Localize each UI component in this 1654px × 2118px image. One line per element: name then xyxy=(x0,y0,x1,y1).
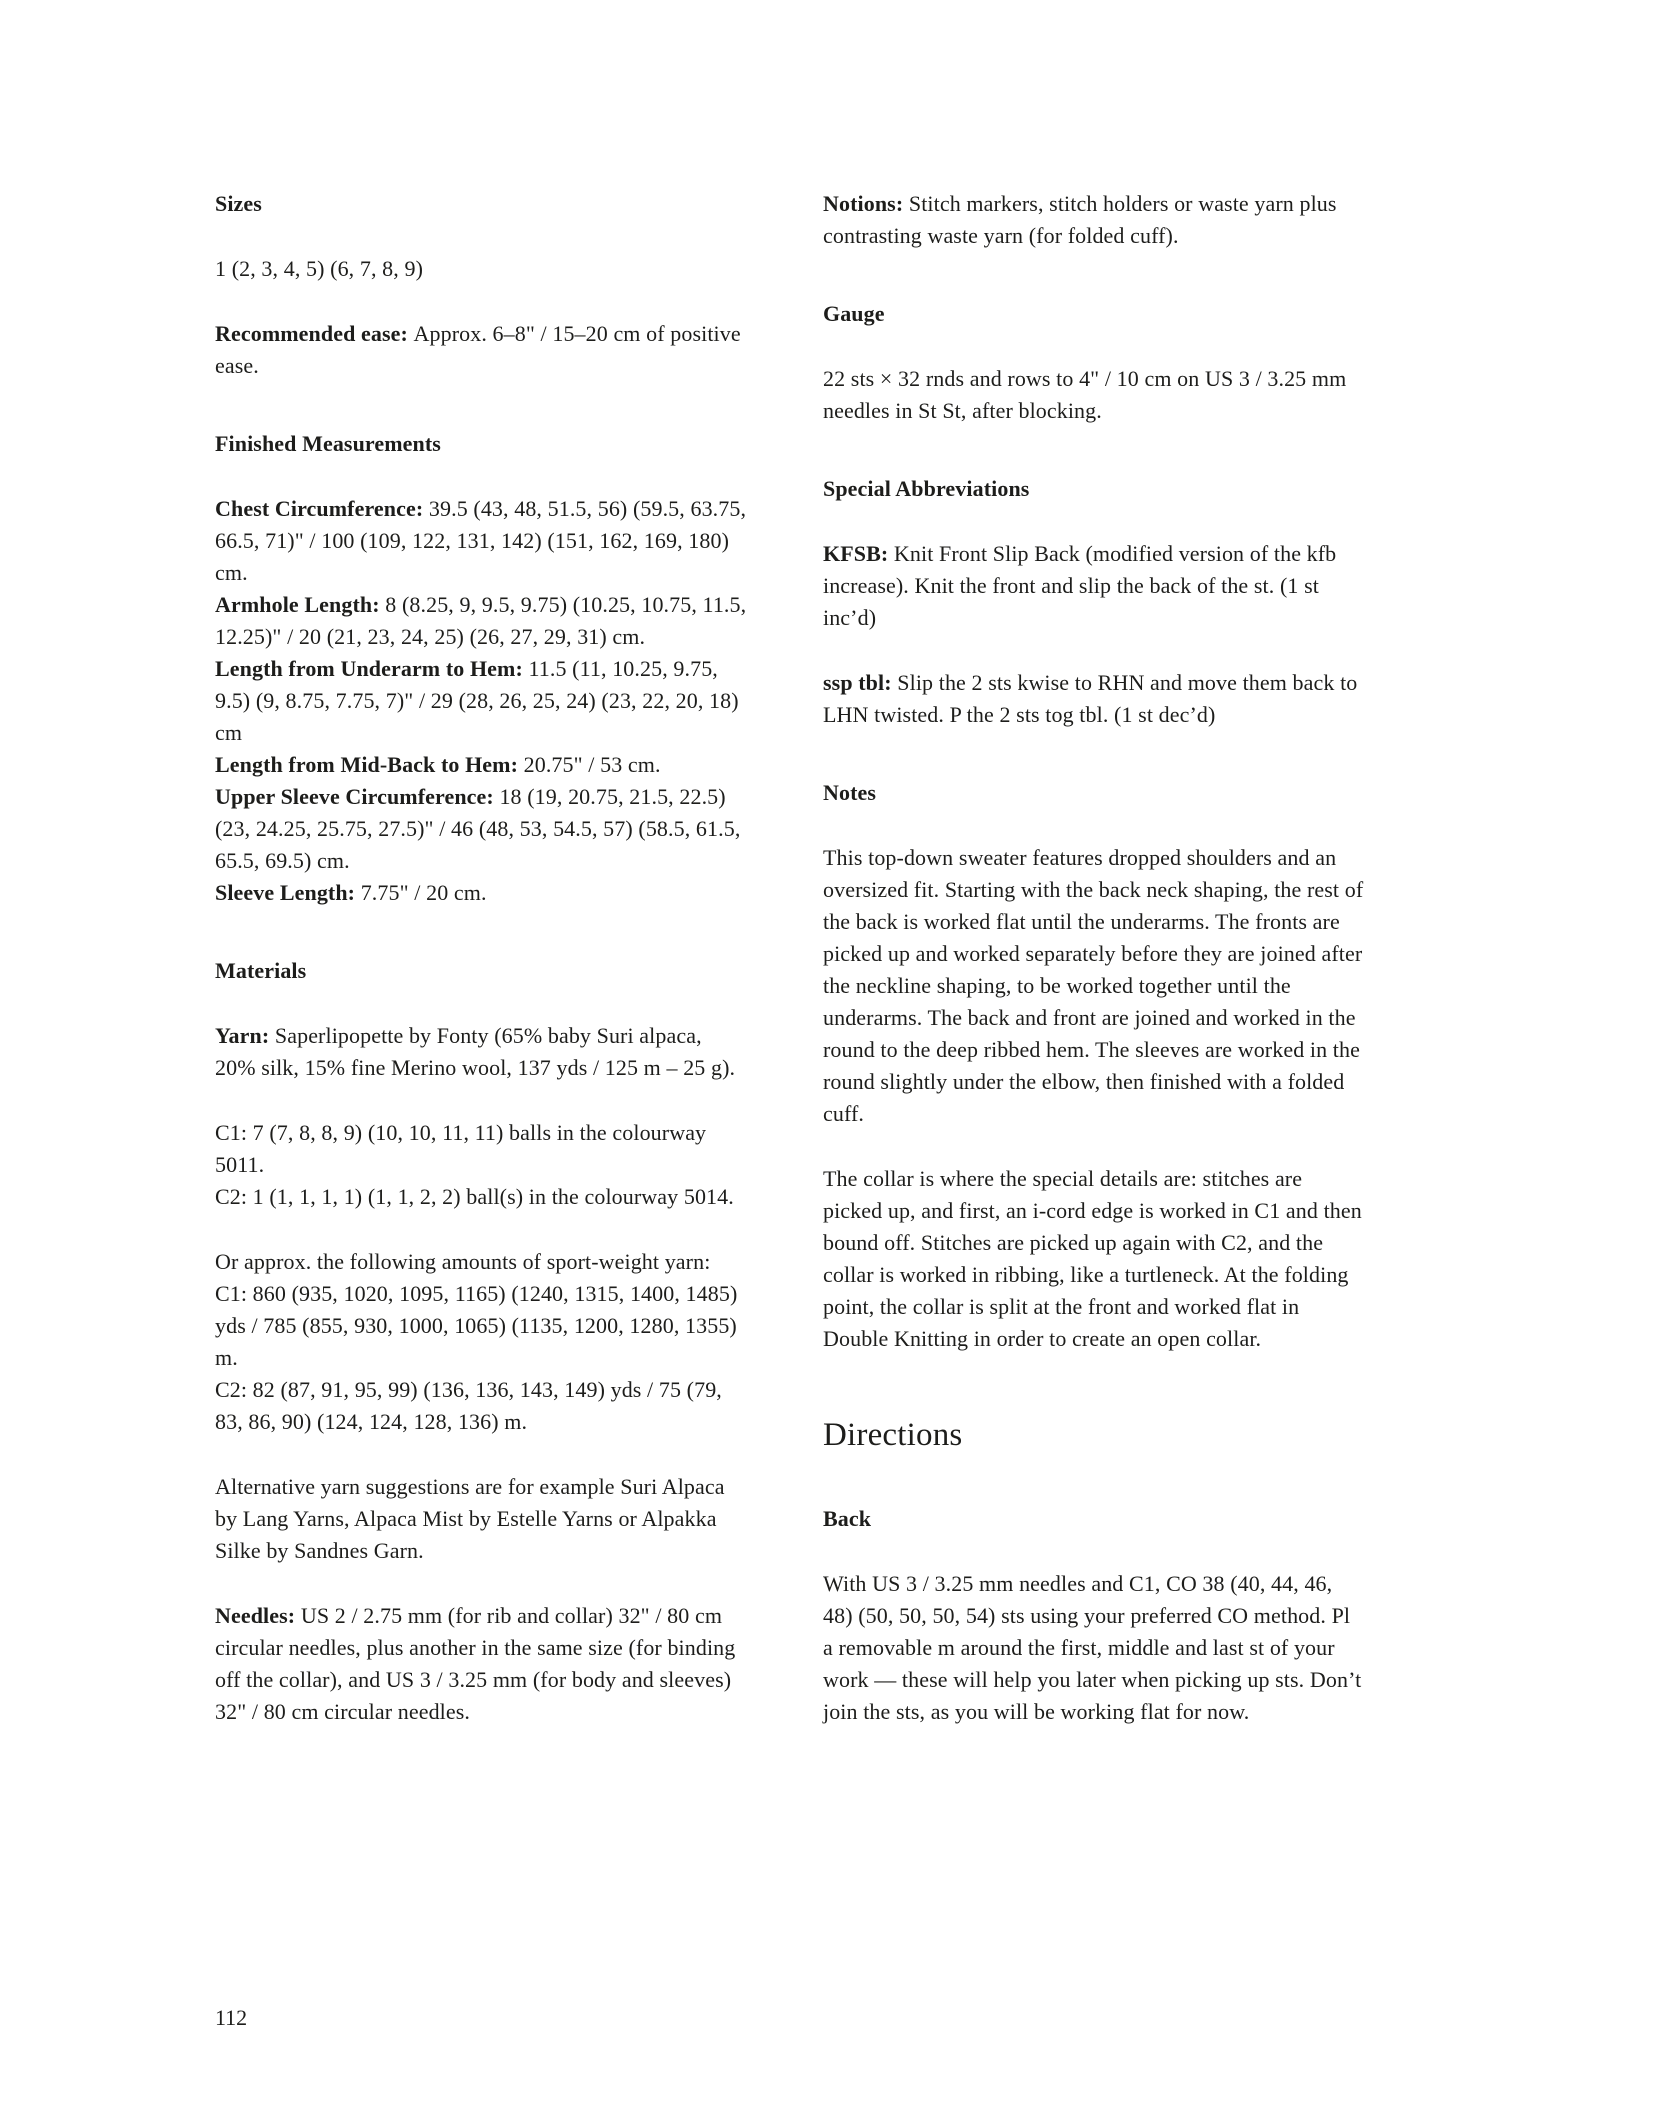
bold-label: Yarn: xyxy=(215,1023,275,1048)
section-heading-special-abbreviations: Special Abbreviations xyxy=(823,476,1030,501)
paragraph xyxy=(823,363,1365,427)
paragraph xyxy=(215,1117,747,1213)
text-run: Stitch markers, stitch holders or waste yarn plus contrasting waste yarn (for folded cuff). xyxy=(823,191,1337,248)
bold-label: Notions: xyxy=(823,191,909,216)
text-line xyxy=(215,1246,747,1278)
para-ssp-tbl xyxy=(823,667,1365,731)
right-column xyxy=(823,188,1365,1728)
section-heading-sizes: Sizes xyxy=(215,191,262,216)
bold-label: Sleeve Length: xyxy=(215,880,361,905)
text-line xyxy=(215,1278,747,1374)
text-run: Knit Front Slip Back (modified version of the kfb increase). Knit the front and slip the back of the st. (1 st inc’d) xyxy=(823,541,1337,630)
text-run: 22 sts × 32 rnds and rows to 4" / 10 cm on US 3 / 3.25 mm needles in St St, after blocking. xyxy=(823,366,1347,423)
text-run: 39.5 (43, 48, 51.5, 56) (59.5, 63.75, 66.5, 71)" / 100 (109, 122, 131, 142) (151, 162, 169, 180) cm. xyxy=(215,496,747,585)
text-line xyxy=(215,493,747,589)
paragraph xyxy=(823,1568,1365,1728)
section-heading-back: Back xyxy=(823,1506,872,1531)
para-needles xyxy=(215,1600,747,1728)
text-run: US 2 / 2.75 mm (for rib and collar) 32" / 80 cm circular needles, plus another in the same size (for binding off the collar), and US 3 / 3.25 mm (for body and sleeves) 32" / 80 cm circular needles. xyxy=(215,1603,736,1724)
para-yarn xyxy=(215,1020,747,1084)
paragraph xyxy=(823,1163,1365,1355)
text-run: 18 (19, 20.75, 21.5, 22.5) (23, 24.25, 25.75, 27.5)" / 46 (48, 53, 54.5, 57) (58.5, 61.5, 65.5, 69.5) cm. xyxy=(215,784,741,873)
text-line xyxy=(215,253,747,285)
paragraph xyxy=(823,842,1365,1130)
section-heading-notes: Notes xyxy=(823,780,877,805)
bold-label: Needles: xyxy=(215,1603,301,1628)
text-line xyxy=(823,538,1365,634)
text-run: 8 (8.25, 9, 9.5, 9.75) (10.25, 10.75, 11.5, 12.25)" / 20 (21, 23, 24, 25) (26, 27, 29, 31) cm. xyxy=(215,592,747,649)
bold-label: ssp tbl: xyxy=(823,670,898,695)
text-line xyxy=(215,1374,747,1438)
left-column xyxy=(215,188,747,1728)
text-line xyxy=(823,842,1365,1130)
two-column-layout xyxy=(215,188,1365,1728)
text-run: C2: 1 (1, 1, 1, 1) (1, 1, 2, 2) ball(s) in the colourway 5014. xyxy=(215,1184,734,1209)
paragraph xyxy=(215,1246,747,1438)
text-run: 1 (2, 3, 4, 5) (6, 7, 8, 9) xyxy=(215,256,424,281)
bold-label: Chest Circumference: xyxy=(215,496,429,521)
text-line xyxy=(215,1181,747,1213)
text-line xyxy=(215,877,747,909)
para-notions xyxy=(823,188,1365,252)
text-run: Saperlipopette by Fonty (65% baby Suri alpaca, 20% silk, 15% fine Merino wool, 137 yds / 125 m – 25 g). xyxy=(215,1023,736,1080)
text-run: 7.75" / 20 cm. xyxy=(360,880,487,905)
text-line xyxy=(823,188,1365,252)
text-line xyxy=(215,1117,747,1181)
bold-label: Length from Mid-Back to Hem: xyxy=(215,752,524,777)
para-recommended-ease xyxy=(215,318,747,382)
text-line xyxy=(823,1568,1365,1728)
text-run: C1: 7 (7, 8, 8, 9) (10, 10, 11, 11) balls in the colourway 5011. xyxy=(215,1120,707,1177)
text-line xyxy=(823,363,1365,427)
text-line xyxy=(215,589,747,653)
bold-label: Upper Sleeve Circumference: xyxy=(215,784,500,809)
text-run: C1: 860 (935, 1020, 1095, 1165) (1240, 1315, 1400, 1485) yds / 785 (855, 930, 1000, 1065) (1135, 1200, 1280, 1355) m. xyxy=(215,1281,738,1370)
text-run: 11.5 (11, 10.25, 9.75, 9.5) (9, 8.75, 7.75, 7)" / 29 (28, 26, 25, 24) (23, 22, 20, 18) cm xyxy=(215,656,739,745)
section-heading-gauge: Gauge xyxy=(823,301,885,326)
bold-label: Armhole Length: xyxy=(215,592,386,617)
text-line xyxy=(215,1020,747,1084)
text-line xyxy=(215,1471,747,1567)
bold-label: Length from Underarm to Hem: xyxy=(215,656,529,681)
text-line xyxy=(823,667,1365,731)
para-kfsb xyxy=(823,538,1365,634)
text-line xyxy=(823,1163,1365,1355)
paragraph xyxy=(215,253,747,285)
section-heading-materials: Materials xyxy=(215,958,307,983)
paragraph xyxy=(215,1471,747,1567)
text-run: Or approx. the following amounts of sport-weight yarn: xyxy=(215,1249,711,1274)
bold-label: KFSB: xyxy=(823,541,894,566)
text-run: Alternative yarn suggestions are for example Suri Alpaca by Lang Yarns, Alpaca Mist by Estelle Yarns or Alpakka Silke by Sandnes Garn. xyxy=(215,1474,725,1563)
bold-label: Recommended ease: xyxy=(215,321,414,346)
text-run: The collar is where the special details are: stitches are picked up, and first, an i-cord edge is worked in C1 and then bound off. Stitches are picked up again with C2, and the collar is worked in ribbing, like a turtleneck. At the folding point, the collar is split at the front and worked flat in Double Knitting in order to create an open collar. xyxy=(823,1166,1362,1351)
text-line xyxy=(215,781,747,877)
major-heading-directions: Directions xyxy=(823,1417,963,1453)
text-run: Slip the 2 sts kwise to RHN and move them back to LHN twisted. P the 2 sts tog tbl. (1 st dec’d) xyxy=(823,670,1358,727)
text-line xyxy=(215,318,747,382)
text-run: C2: 82 (87, 91, 95, 99) (136, 136, 143, 149) yds / 75 (79, 83, 86, 90) (124, 124, 128, 136) m. xyxy=(215,1377,722,1434)
page-number: 112 xyxy=(215,2005,248,2030)
text-run: With US 3 / 3.25 mm needles and C1, CO 38 (40, 44, 46, 48) (50, 50, 50, 54) sts using your preferred CO method. Pl a removable m around the first, middle and last st of your work — these will help you later when picking up sts. Don’t join the sts, as you will be working flat for now. xyxy=(823,1571,1362,1724)
text-run: 20.75" / 53 cm. xyxy=(523,752,661,777)
text-line xyxy=(215,1600,747,1728)
text-run: This top-down sweater features dropped shoulders and an oversized fit. Starting with the back neck shaping, the rest of the back is worked flat until the underarms. The fronts are picked up and worked separately before they are joined after the neckline shaping, to be worked together until the underarms. The back and front are joined and worked in the round to the deep ribbed hem. The sleeves are worked in the round slightly under the elbow, then finished with a folded cuff. xyxy=(823,845,1364,1126)
text-line xyxy=(215,653,747,749)
text-run: Approx. 6–8" / 15–20 cm of positive ease. xyxy=(215,321,741,378)
text-line xyxy=(215,749,747,781)
section-heading-finished-measurements: Finished Measurements xyxy=(215,431,441,456)
para-chest-circumference xyxy=(215,493,747,909)
